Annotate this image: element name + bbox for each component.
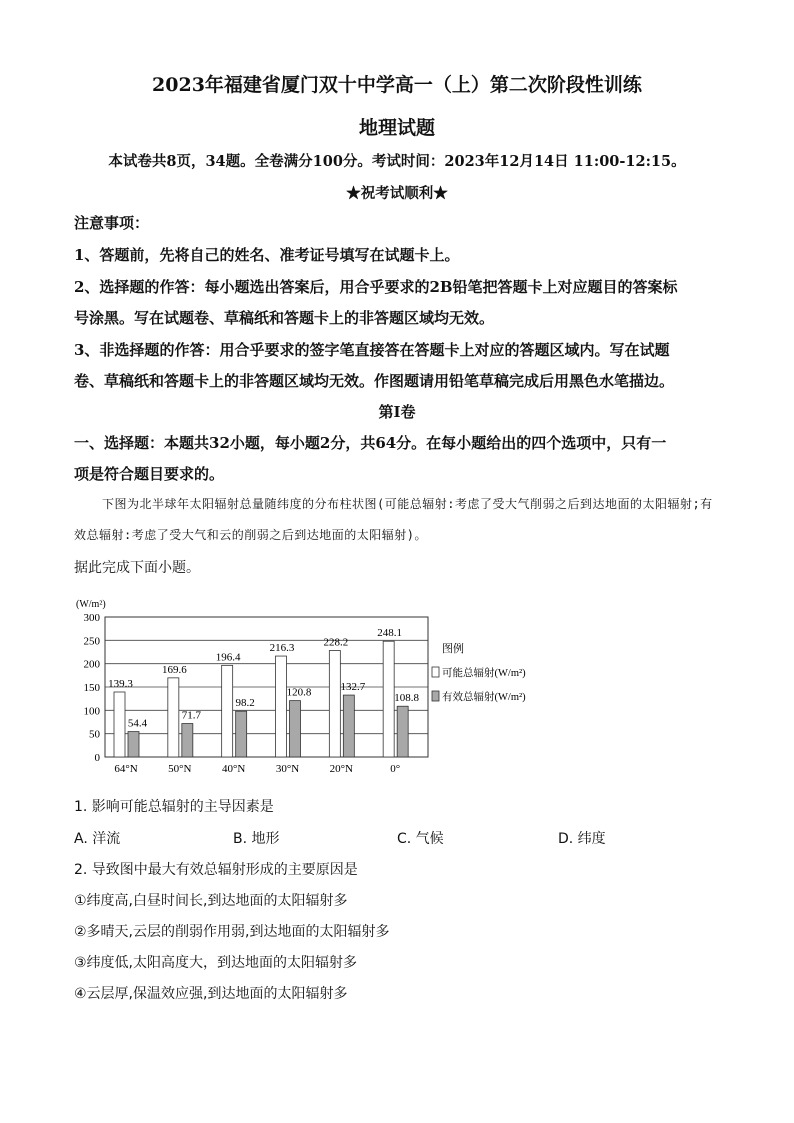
bar-potential-radiation <box>276 656 287 757</box>
data-label: 228.2 <box>323 636 349 649</box>
bar-effective-radiation <box>182 724 193 757</box>
y-tick-label: 50 <box>89 728 100 741</box>
bar-effective-radiation <box>128 732 139 757</box>
data-label: 196.4 <box>215 651 241 664</box>
data-label: 71.7 <box>181 709 201 722</box>
question-2-item-1: ①纬度高,白昼时间长,到达地面的太阳辐射多 <box>74 893 348 909</box>
y-tick-label: 300 <box>83 612 100 624</box>
bar-effective-radiation <box>290 701 301 757</box>
data-label: 169.6 <box>161 663 187 676</box>
legend-swatch-potential <box>432 667 439 677</box>
legend-label-potential: 可能总辐射(W/m²) <box>442 668 526 679</box>
data-label: 216.3 <box>269 642 295 655</box>
y-tick-label: 150 <box>83 682 100 694</box>
part-heading-line-2: 项是符合题目要求的。 <box>74 465 225 483</box>
question-1-option-a[interactable]: A. 洋流 <box>74 831 121 847</box>
bar-effective-radiation <box>343 695 354 757</box>
y-tick-label: 200 <box>83 658 100 671</box>
y-tick-label: 250 <box>83 635 100 648</box>
exam-info: 本试卷共8页，34题。全卷满分100分。考试时间：2023年12月14日 11:00-12:15。 <box>108 153 686 170</box>
legend-label-effective: 有效总辐射(W/m²) <box>442 692 526 703</box>
question-1-stem: 1. 影响可能总辐射的主导因素是 <box>74 799 274 815</box>
question-1-option-b[interactable]: B. 地形 <box>233 831 280 847</box>
x-tick-label: 64°N <box>114 763 138 775</box>
legend-swatch-effective <box>432 691 439 701</box>
y-tick-label: 100 <box>83 705 100 718</box>
solar-radiation-bar-chart <box>70 590 550 780</box>
bar-potential-radiation <box>114 692 125 757</box>
note-item-2-line-2: 号涂黑。写在试题卷、草稿纸和答题卡上的非答题区域均无效。 <box>74 309 495 327</box>
y-tick-label: 0 <box>94 752 100 764</box>
data-label: 98.2 <box>235 697 255 710</box>
bar-potential-radiation <box>168 678 179 757</box>
bar-potential-radiation <box>329 651 340 757</box>
question-2-item-4: ④云层厚,保温效应强,到达地面的太阳辐射多 <box>74 986 348 1002</box>
x-tick-label: 50°N <box>168 763 192 775</box>
bar-effective-radiation <box>397 706 408 757</box>
data-label: 132.7 <box>340 681 366 694</box>
volume-heading: 第Ⅰ卷 <box>378 403 416 421</box>
question-2-item-2: ②多晴天,云层的削弱作用弱,到达地面的太阳辐射多 <box>74 924 390 940</box>
question-2-stem: 2. 导致图中最大有效总辐射形成的主要原因是 <box>74 862 358 878</box>
y-axis-label: (W/m²) <box>76 599 106 610</box>
data-label: 120.8 <box>286 686 312 699</box>
x-tick-label: 40°N <box>221 763 246 775</box>
notes-heading: 注意事项： <box>74 214 150 232</box>
bar-potential-radiation <box>383 641 394 757</box>
bar-effective-radiation <box>236 711 247 757</box>
data-label: 54.4 <box>127 717 148 730</box>
question-1-option-c[interactable]: C. 气候 <box>397 831 444 847</box>
data-label: 139.3 <box>108 677 133 690</box>
bar-potential-radiation <box>222 665 233 757</box>
good-luck-line: ★祝考试顺利★ <box>346 185 448 202</box>
chart-legend <box>432 641 526 703</box>
note-item-3-line-2: 卷、草稿纸和答题卡上的非答题区域均无效。作图题请用铅笔草稿完成后用黑色水笔描边。 <box>74 372 675 390</box>
question-1-option-d[interactable]: D. 纬度 <box>558 831 606 847</box>
x-tick-label: 0° <box>390 763 401 775</box>
note-item-3-line-1: 3、非选择题的作答：用合乎要求的签字笔直接答在答题卡上对应的答题区域内。写在试题 <box>74 341 670 359</box>
exam-title: 2023年福建省厦门双十中学高一（上）第二次阶段性训练 <box>152 74 642 96</box>
note-item-1: 1、答题前，先将自己的姓名、准考证号填写在试题卡上。 <box>74 246 460 264</box>
legend-title: 图例 <box>442 643 464 655</box>
data-label: 108.8 <box>394 692 420 705</box>
x-tick-label: 20°N <box>329 763 354 775</box>
chart-prompt: 据此完成下面小题。 <box>74 560 200 576</box>
subject-title: 地理试题 <box>358 117 435 139</box>
x-tick-label: 30°N <box>275 763 300 775</box>
data-label: 248.1 <box>377 627 403 640</box>
part-heading-line-1: 一、选择题：本题共32小题，每小题2分，共64分。在每小题给出的四个选项中，只有一 <box>74 434 667 452</box>
note-item-2-line-1: 2、选择题的作答：每小题选出答案后，用合乎要求的2B铅笔把答题卡上对应题目的答案标 <box>74 278 678 296</box>
question-2-item-3: ③纬度低,太阳高度大，到达地面的太阳辐射多 <box>74 955 357 971</box>
chart-intro: 下图为北半球年太阳辐射总量随纬度的分布柱状图(可能总辐射:考虑了受大气削弱之后到达地面的太阳辐射;有效总辐射:考虑了受大气和云的削弱之后到达地面的太阳辐射)。 <box>74 497 713 542</box>
